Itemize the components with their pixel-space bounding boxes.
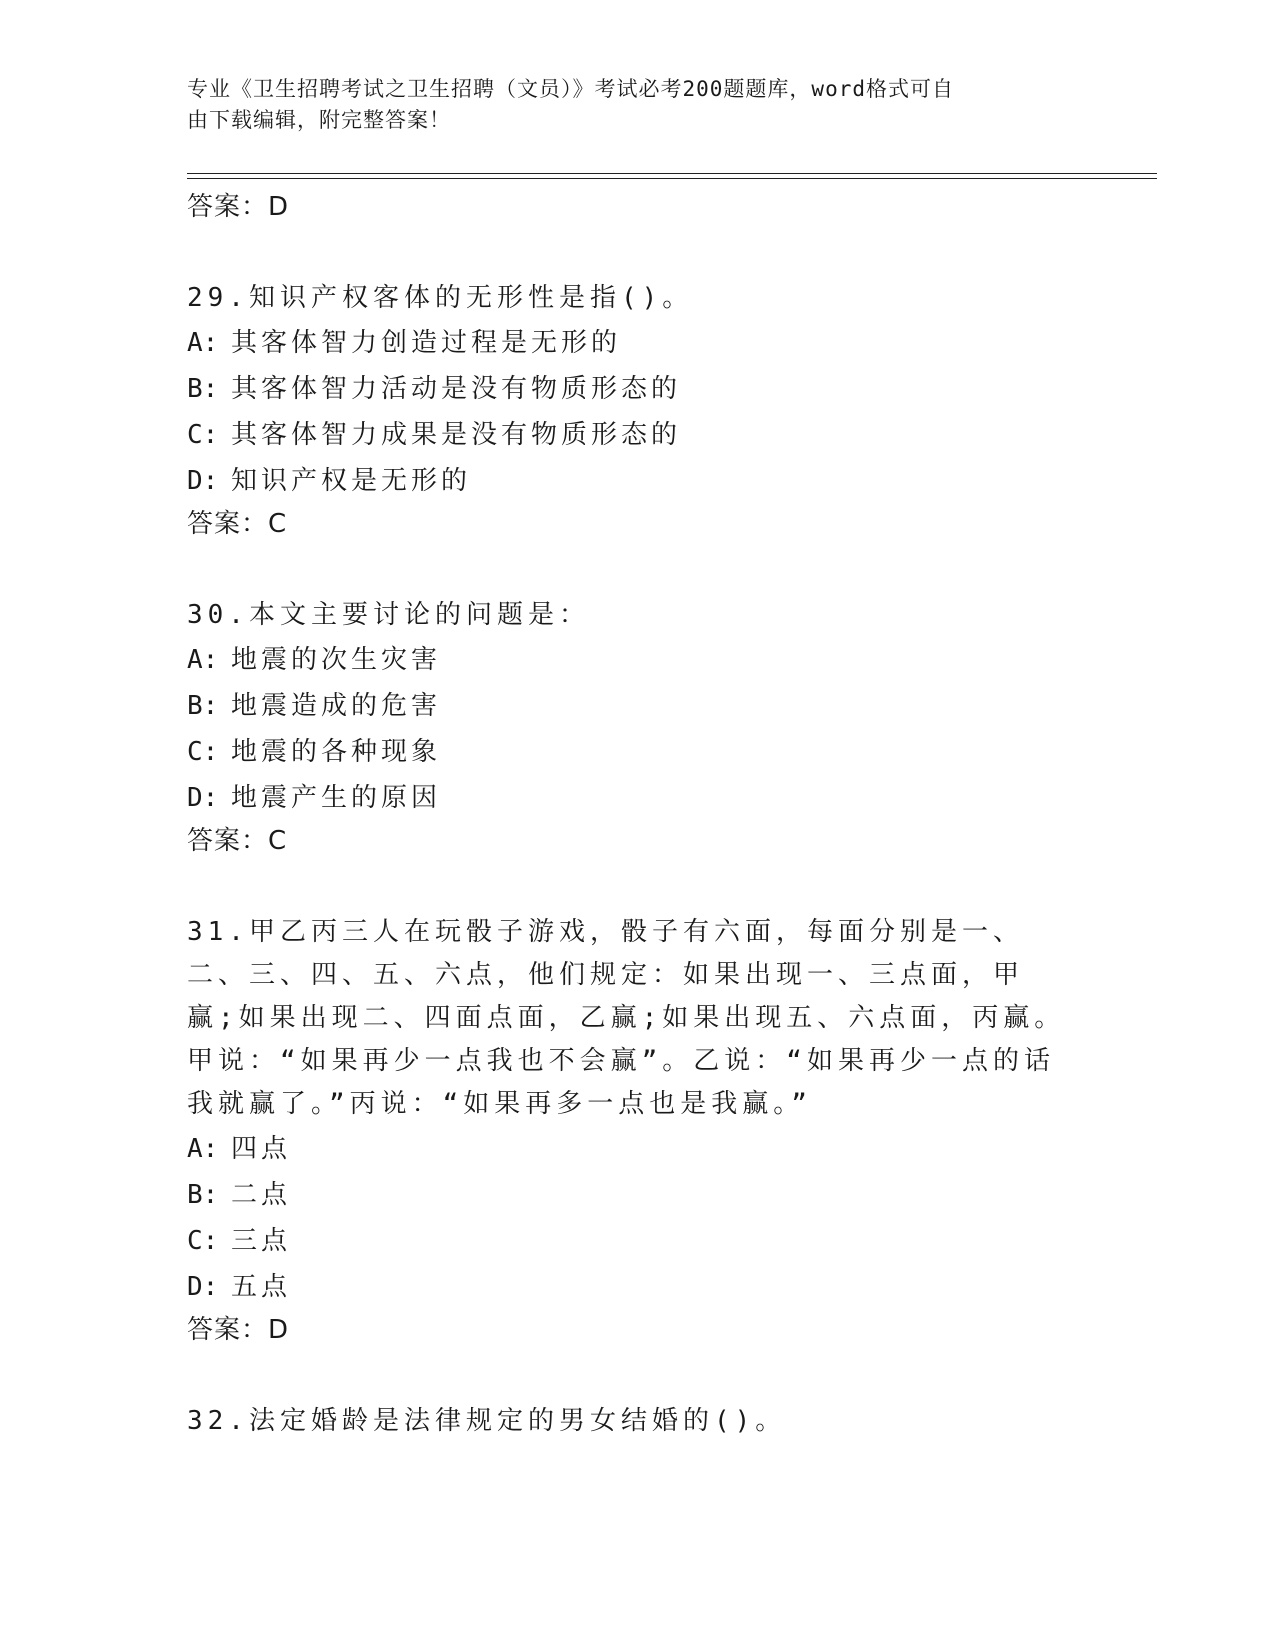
document-page xyxy=(187,0,1157,1443)
option-a xyxy=(187,1126,1157,1172)
option-text: 地震的次生灾害 xyxy=(231,645,442,675)
question-stem: 本文主要讨论的问题是： xyxy=(248,600,590,630)
option-key: A: xyxy=(187,1134,219,1164)
question-number: 32. xyxy=(187,1406,249,1436)
question-number: 30. xyxy=(187,600,249,630)
question-text xyxy=(187,911,1067,1126)
option-text: 地震的各种现象 xyxy=(231,737,442,767)
option-text: 二点 xyxy=(231,1180,292,1210)
option-key: D: xyxy=(187,1272,219,1302)
question-stem: 知识产权客体的无形性是指()。 xyxy=(248,283,694,313)
answer-line: 答案：C xyxy=(187,826,288,856)
option-key: C: xyxy=(187,737,219,767)
answer-line: 答案：D xyxy=(187,192,290,222)
option-key: D: xyxy=(187,466,219,496)
document-header xyxy=(187,74,1067,136)
option-b xyxy=(187,366,1157,412)
question-stem: 甲乙丙三人在玩骰子游戏，骰子有六面，每面分别是一、二、三、四、五、六点，他们规定：如果出现一、三点面，甲赢;如果出现二、四面点面，乙赢;如果出现五、六点面，丙赢。甲说：“如果再少一点我也不会赢”。乙说：“如果再少一点的话我就赢了。”丙说：“如果再多一点也是我赢。” xyxy=(187,917,1066,1119)
question-31 xyxy=(187,911,1157,1350)
option-text: 其客体智力活动是没有物质形态的 xyxy=(231,374,682,404)
option-b xyxy=(187,683,1157,729)
option-text: 地震造成的危害 xyxy=(231,691,442,721)
option-text: 三点 xyxy=(231,1226,292,1256)
option-d xyxy=(187,1264,1157,1310)
option-c xyxy=(187,1218,1157,1264)
question-text xyxy=(187,277,1067,320)
option-key: B: xyxy=(187,374,219,404)
option-key: C: xyxy=(187,420,219,450)
option-a xyxy=(187,320,1157,366)
question-number: 29. xyxy=(187,283,249,313)
question-stem: 法定婚龄是法律规定的男女结婚的()。 xyxy=(248,1406,787,1436)
option-key: C: xyxy=(187,1226,219,1256)
question-text xyxy=(187,1400,1067,1443)
question-30 xyxy=(187,594,1157,861)
option-key: A: xyxy=(187,645,219,675)
header-divider xyxy=(187,173,1157,179)
option-text: 其客体智力成果是没有物质形态的 xyxy=(231,420,682,450)
question-32 xyxy=(187,1400,1157,1443)
option-c xyxy=(187,729,1157,775)
option-text: 知识产权是无形的 xyxy=(231,466,472,496)
option-text: 五点 xyxy=(231,1272,292,1302)
option-d xyxy=(187,458,1157,504)
header-line-2: 由下载编辑，附完整答案！ xyxy=(187,108,451,132)
question-number: 31. xyxy=(187,917,249,947)
question-29 xyxy=(187,277,1157,544)
answer-line: 答案：D xyxy=(187,1315,290,1345)
option-key: B: xyxy=(187,691,219,721)
option-d xyxy=(187,775,1157,821)
option-c xyxy=(187,412,1157,458)
option-b xyxy=(187,1172,1157,1218)
option-text: 四点 xyxy=(231,1134,292,1164)
option-text: 地震产生的原因 xyxy=(231,783,442,813)
answer-line: 答案：C xyxy=(187,509,288,539)
option-text: 其客体智力创造过程是无形的 xyxy=(231,328,622,358)
option-key: D: xyxy=(187,783,219,813)
question-text xyxy=(187,594,1067,637)
option-a xyxy=(187,637,1157,683)
option-key: A: xyxy=(187,328,219,358)
header-line-1: 专业《卫生招聘考试之卫生招聘（文员）》考试必考200题题库，word格式可自 xyxy=(187,77,954,101)
option-key: B: xyxy=(187,1180,219,1210)
